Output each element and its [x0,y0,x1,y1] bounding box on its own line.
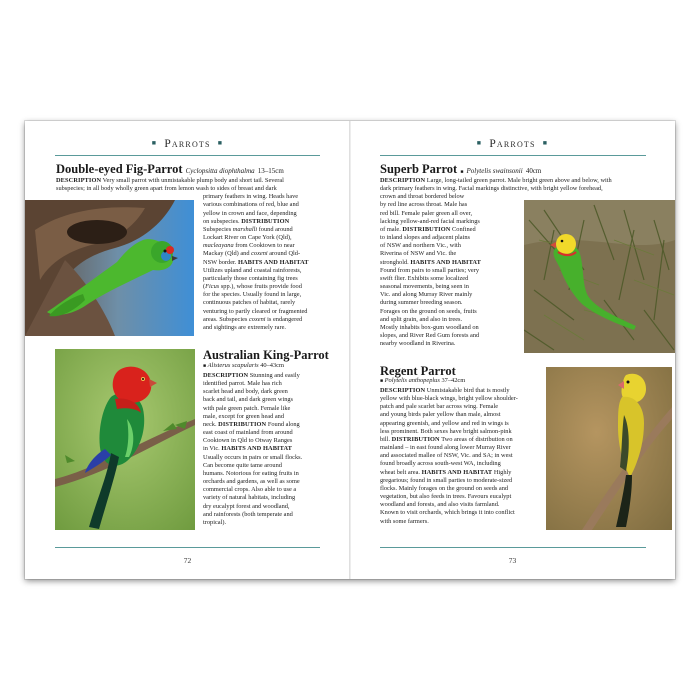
text-run: on subspecies. [203,217,242,225]
text-run: red bill. Female paler green all over, [380,209,473,217]
footer-rule [55,547,320,548]
text-run: wheat belt area. [380,468,422,476]
text-run: Cooktown in Qld to Otway Ranges [203,437,293,445]
text-run: spp.), whose fruits provide food [219,283,302,291]
text-run: with some farmers. [380,517,429,525]
text-run: and sightings are extremely rare. [203,323,286,331]
text-line [203,437,348,445]
section-label: DISTRIBUTION [391,435,440,443]
text-run: and associated mallee of NSW, Vic. and SA; in west [380,452,513,460]
text-line [380,242,520,250]
species-name: Superb Parrot [380,162,458,176]
text-line [380,259,520,267]
text-run: back and tail, and dark green wings [203,396,294,404]
text-line [203,388,348,396]
header-rule [55,155,320,156]
left-page [25,121,350,579]
text-run: Mostly inhabits box-gum woodland on [380,323,479,331]
text-line [203,462,348,470]
section-label: DESCRIPTION [56,177,102,184]
text-run: subspecies; in all body wholly green apart from lemon wash to sides of breast and dark [56,185,277,193]
text-line [203,511,348,519]
section-label: DISTRIBUTION [241,217,290,225]
text-line [380,226,520,234]
text-run: flocks. Mainly forages on the ground on seeds and [380,484,509,492]
text-run: continuous patches of habitat, rarely [203,299,296,307]
text-run: Large, long-tailed green parrot. Male bright green above and below, with [425,177,612,184]
text-run: coxeni [251,250,268,258]
text-run: from Cooktown to near [233,242,295,250]
text-run: Unmistakable bird that is mostly [425,387,510,394]
text-line [203,486,348,494]
text-run: Very small parrot with unmistakable plump body and short tail. Several [101,177,284,184]
species-name: Double-eyed Fig-Parrot [56,162,183,176]
text-line [203,454,348,462]
running-header-text: Parrots [164,138,211,150]
text-line [380,234,520,242]
king-parrot-photo [55,349,195,530]
scientific-name: Cyclopsitta diophthalma [185,167,255,175]
text-line [380,299,520,307]
text-run: seasonal movements, being seen in [380,283,469,291]
regent-parrot-photo [546,367,672,530]
text-run: particularly those containing fig trees [203,274,298,282]
fig-parrot-photo [25,200,194,336]
ornament-square-icon: ■ [217,139,224,147]
species-length: 37–42cm [441,377,466,384]
text-run: with pale green patch. Female like [203,404,291,412]
text-run: Riverina of NSW and Vic. the [380,250,457,258]
text-line [380,210,520,218]
text-run: Two areas of distribution on [439,435,513,443]
species-title [56,162,284,178]
text-run: venturing to partly cleared or fragmented [203,307,308,315]
species-title [380,364,456,378]
text-run: Confined [450,225,476,233]
text-run: is endangered [265,315,303,323]
running-header-right [350,138,675,150]
footer-rule [380,547,646,548]
text-line [380,340,520,348]
section-label: HABITS AND HABITAT [421,468,493,476]
text-run: woodland and forests, and also visits farmland. [380,501,500,509]
text-line [380,177,660,185]
book-spread [25,121,675,579]
ornament-square-icon: ■ [542,139,549,147]
text-run: variety of natural habitats, including [203,494,296,502]
section-label: DISTRIBUTION [218,420,267,428]
text-run: appearing greenish, and yellow and red in wings is [380,419,509,427]
section-label: HABITS AND HABITAT [237,258,309,266]
text-run: various combinations of red, blue and [203,201,299,209]
page-number: 73 [508,556,517,565]
text-run: of NSW and northern Vic., with [380,242,461,250]
text-line [380,332,520,340]
text-line [380,275,520,283]
text-line [203,494,348,502]
species-title [203,348,329,362]
text-run: primary feathers in wing. Heads have [203,193,299,201]
text-run: vegetation, but also feeds in trees. Favours eucalypt [380,493,512,501]
text-line [203,413,348,421]
text-line [203,445,348,453]
text-run: dark primary feathers in wing. Facial markings distinctive, with bright yellow forehead, [380,185,603,193]
text-run: Vic. and along Murray River mainly [380,291,473,299]
ornament-square-icon: ■ [476,139,483,147]
bullet-square-icon: ■ [203,364,207,369]
text-run: mainland – in east found along lower Murray River [380,444,511,452]
text-run: commercial crops. Also able to use a [203,486,297,494]
section-label: HABITS AND HABITAT [221,445,293,453]
section-label: DESCRIPTION [380,177,426,184]
text-run: bill. [380,435,392,443]
text-run: Can become quite tame around [203,461,282,469]
text-line [380,218,520,226]
text-run: scarlet head and body, dark green [203,388,288,396]
text-run: gregarious; found in small parties to moderate-sized [380,476,513,484]
running-header-left [25,138,350,150]
text-line [203,429,348,437]
bullet-square-icon: ■ [380,379,384,384]
text-line [203,372,348,380]
text-run: lacking yellow-and-red facial markings [380,217,480,225]
species-name: Australian King-Parrot [203,348,329,362]
text-run: during summer breeding season. [380,299,463,307]
text-run: Mackay (Qld) and [203,250,252,258]
page-number: 72 [183,556,192,565]
text-run: Utilizes upland and coastal rainforests, [203,266,302,274]
ornament-square-icon: ■ [151,139,158,147]
text-run: east coast of mainland from around [203,429,293,437]
text-line [380,324,520,332]
species-subtitle [380,377,465,384]
text-run: patch and pale scarlet bar across wing. Female [380,403,499,411]
text-run: yellow in crown and face, depending [203,209,297,217]
text-run: neck. [203,420,219,428]
text-run: yellow with blue-black wings, bright yellow shoulder- [380,395,518,403]
species-length: 40cm [525,167,542,175]
text-line [380,193,520,201]
text-run: found broadly across south-west WA, including [380,460,501,468]
text-run: Highly [492,468,512,476]
text-run: Ficus [205,283,220,291]
text-run: found around [257,225,293,233]
superb-parrot-photo [524,200,675,353]
text-run: Found along [266,420,300,428]
species-length: 40–43cm [260,362,284,369]
text-run: slopes, and River Red Gum forests and [380,331,480,339]
text-run: Subspecies [203,225,233,233]
text-run: and young birds paler yellow than male, almost [380,411,501,419]
right-page [350,121,675,579]
text-run: macleayana [203,242,234,250]
text-line [380,316,520,324]
text-run: by red line across throat. Male has [380,201,468,209]
text-line [203,380,348,388]
text-run: NSW border. [203,258,238,266]
bullet-square-icon: ■ [460,170,464,175]
text-run: and rainforests (both temperate and [203,510,293,518]
text-run: Found from pairs to small parties; very [380,266,480,274]
text-run: to inland slopes and adjacent plains [380,234,471,242]
text-line [203,478,348,486]
section-label: DESCRIPTION [380,387,426,394]
text-run: crown and throat bordered below [380,193,465,201]
text-run: less prominent. Both sexes have bright salmon-pink [380,427,512,435]
text-run: marshalli [232,225,258,233]
text-line [203,421,348,429]
text-run: dry eucalypt forest and woodland, [203,502,290,510]
species-subtitle [203,362,284,369]
running-header-text: Parrots [489,138,536,150]
scientific-name: Alisterus scapularis [207,362,259,369]
text-run: Stunning and easily [248,372,300,379]
text-line [203,519,348,527]
text-line [56,177,324,185]
text-run: male, except for green head and [203,412,285,420]
text-line [203,396,348,404]
text-line [380,185,660,193]
text-run: Forages on the ground on seeds, fruits [380,307,477,315]
text-run: orchards and gardens, as well as some [203,478,300,486]
text-line [380,308,520,316]
text-run: Lockart River on Cape York (Qld), [203,234,292,242]
scientific-name: Polytelis swainsonii [466,167,523,175]
text-run: and split grain, and also in trees. [380,315,463,323]
text-run: identified parrot. Male has rich [203,380,282,388]
text-run: tropical). [203,518,227,526]
text-line [380,250,520,258]
text-run: of male. [380,225,403,233]
text-run: coxeni [248,315,266,323]
text-line [380,267,520,275]
text-line [380,291,520,299]
species-length: 13–15cm [257,167,284,175]
section-label: HABITS AND HABITAT [410,258,481,266]
text-line [203,470,348,478]
text-line [380,201,520,209]
header-rule [380,155,646,156]
text-run: swift flier. Exhibits some localized [380,274,469,282]
section-label: DISTRIBUTION [402,225,451,233]
text-run: Usually occurs in pairs or small flocks. [203,453,303,461]
text-line [203,503,348,511]
text-run: nearby woodland in Riverina. [380,340,456,348]
text-run: ( [203,283,206,291]
species-text [203,372,348,527]
scientific-name: Polytelis anthopeplus [384,377,440,384]
text-line [203,405,348,413]
text-run: humans. Notorious for eating fruits in [203,469,299,477]
section-label: DESCRIPTION [203,372,249,379]
text-line [56,185,324,193]
text-run: in Vic. [203,445,222,453]
text-run: stronghold. [380,258,411,266]
text-run: for the species. Usually found in large, [203,291,302,299]
text-run: areas. Subspecies [203,315,249,323]
text-line [380,283,520,291]
species-name: Regent Parrot [380,364,456,378]
text-run: Known to visit orchards, which brings it into conflict [380,509,515,517]
text-run: around Qld- [267,250,301,258]
